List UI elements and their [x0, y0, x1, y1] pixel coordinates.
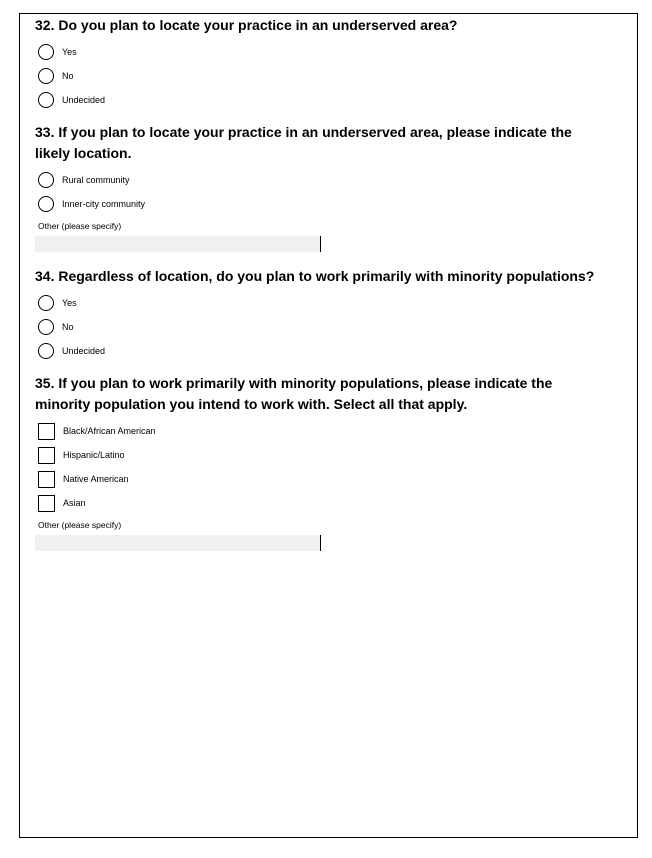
question-34: [35, 266, 610, 363]
q33-rural-radio[interactable]: [38, 172, 54, 188]
q35-option-native-american[interactable]: [35, 467, 610, 491]
q33-other-input[interactable]: [35, 236, 321, 252]
q34-no-radio[interactable]: [38, 319, 54, 335]
q32-undecided-radio[interactable]: [38, 92, 54, 108]
q32-no-radio[interactable]: [38, 68, 54, 84]
q33-inner-city-label: Inner-city community: [62, 199, 146, 209]
q35-option-hispanic-latino[interactable]: [35, 443, 610, 467]
q33-inner-city-radio[interactable]: [38, 196, 54, 212]
q34-yes-label: Yes: [62, 298, 77, 308]
q34-option-no[interactable]: [35, 315, 610, 339]
q35-hispanic-latino-checkbox[interactable]: [38, 447, 55, 464]
q34-option-undecided[interactable]: [35, 339, 610, 363]
q32-no-label: No: [62, 71, 74, 81]
q32-undecided-label: Undecided: [62, 95, 106, 105]
q35-native-american-label: Native American: [63, 474, 129, 484]
q34-option-yes[interactable]: [35, 291, 610, 315]
question-34-title: 34. Regardless of location, do you plan to work primarily with minority populations?: [35, 268, 595, 284]
question-32-title: 32. Do you plan to locate your practice in an underserved area?: [35, 17, 458, 33]
q32-yes-radio[interactable]: [38, 44, 54, 60]
q33-option-rural[interactable]: [35, 168, 610, 192]
q35-option-asian[interactable]: [35, 491, 610, 515]
q32-option-no[interactable]: [35, 64, 610, 88]
q35-other-label: Other (please specify): [38, 520, 122, 530]
q34-undecided-label: Undecided: [62, 346, 106, 356]
q33-other-label: Other (please specify): [38, 221, 122, 231]
q35-other-input[interactable]: [35, 535, 321, 551]
q32-option-yes[interactable]: [35, 40, 610, 64]
q35-hispanic-latino-label: Hispanic/Latino: [63, 450, 125, 460]
question-35-title: 35. If you plan to work primarily with minority populations, please indicate the minority population you intend to work with. Select all that apply.: [35, 375, 553, 412]
q32-yes-label: Yes: [62, 47, 77, 57]
q35-asian-checkbox[interactable]: [38, 495, 55, 512]
q33-option-inner-city[interactable]: [35, 192, 610, 216]
question-32: [35, 15, 610, 112]
question-33-title: 33. If you plan to locate your practice in an underserved area, please indicate the likely location.: [35, 124, 572, 161]
q33-rural-label: Rural community: [62, 175, 130, 185]
q35-native-american-checkbox[interactable]: [38, 471, 55, 488]
q35-black-african-american-checkbox[interactable]: [38, 423, 55, 440]
question-35: [35, 373, 610, 551]
q34-yes-radio[interactable]: [38, 295, 54, 311]
question-33: [35, 122, 610, 252]
q35-asian-label: Asian: [63, 498, 86, 508]
q35-black-african-american-label: Black/African American: [63, 426, 156, 436]
q34-no-label: No: [62, 322, 74, 332]
q34-undecided-radio[interactable]: [38, 343, 54, 359]
q32-option-undecided[interactable]: [35, 88, 610, 112]
q35-option-black-african-american[interactable]: [35, 419, 610, 443]
